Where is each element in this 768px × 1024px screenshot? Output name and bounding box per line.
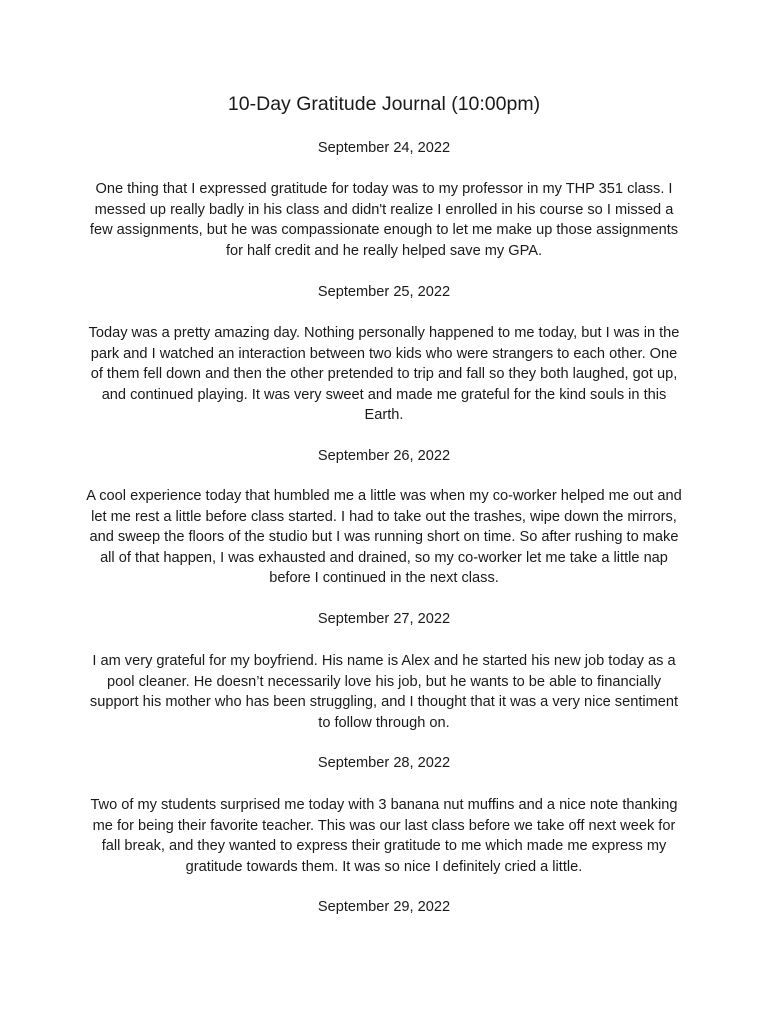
entry-date: September 28, 2022: [317, 755, 451, 771]
entry-date: September 26, 2022: [317, 448, 451, 464]
entry-text: I am very grateful for my boyfriend. His name is Alex and he started his new job today as a pool cleaner. He doesn’t necessarily love his job, but he wants to be able to financially support his mother who has been struggling, and I thought that it was a very nice sentiment to follow through on.: [89, 653, 679, 731]
entry-text: One thing that I expressed gratitude for today was to my professor in my THP 351 class. I messed up really badly in his class and didn't realize I enrolled in his course so I missed a few assignments, but he was compassionate enough to let me make up those assignments for half credit and he really helped save my GPA.: [89, 181, 679, 259]
entry-date: September 24, 2022: [317, 140, 451, 156]
entry-date: September 25, 2022: [317, 284, 451, 300]
entry-date: September 27, 2022: [317, 611, 451, 627]
entry-text: Two of my students surprised me today with 3 banana nut muffins and a nice note thanking me for being their favorite teacher. This was our last class before we take off next week for fall break, and they wanted to express their gratitude to me which made me express my gratitude towards them. It was so nice I definitely cried a little.: [90, 797, 678, 875]
entry-text: Today was a pretty amazing day. Nothing personally happened to me today, but I was in the park and I watched an interaction between two kids who were strangers to each other. One of them fell down and then the other pretended to trip and fall so they both laughed, got up, and continued playing. It was very sweet and made me grateful for the kind souls in this Earth.: [88, 325, 680, 424]
entry-text: A cool experience today that humbled me a little was when my co-worker helped me out and let me rest a little before class started. I had to take out the trashes, wipe down the mirrors, and sweep the floors of the studio but I was running short on time. So after rushing to make all of that happen, I was exhausted and drained, so my co-worker let me take a little nap before I continued in the next class.: [86, 488, 682, 587]
page-title: 10-Day Gratitude Journal (10:00pm): [227, 93, 541, 115]
entry-date: September 29, 2022: [317, 899, 451, 915]
